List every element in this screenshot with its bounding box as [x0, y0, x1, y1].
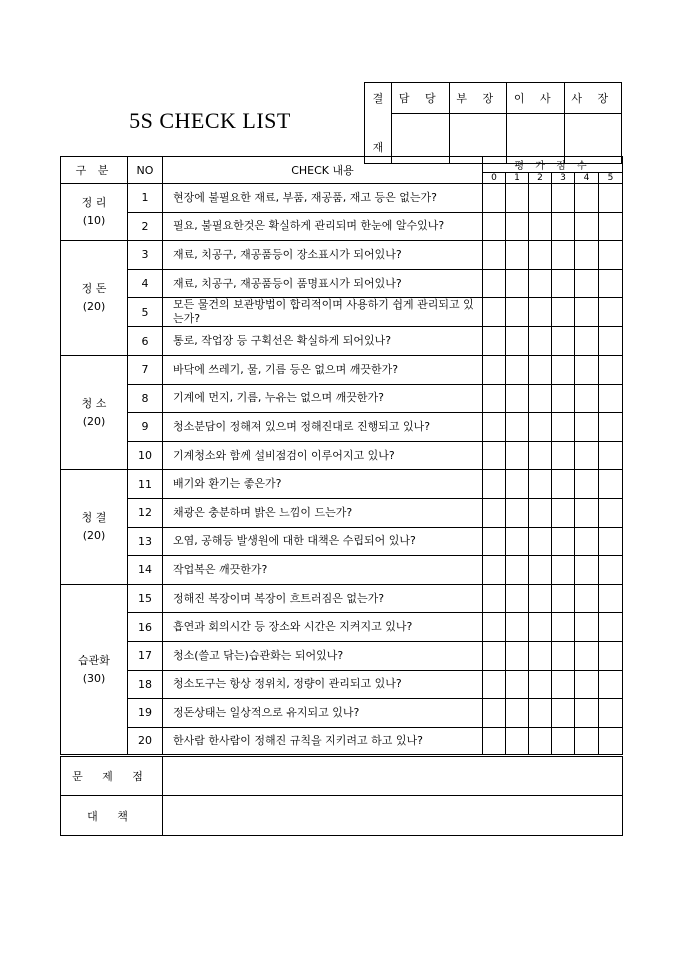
score-cell[interactable] [575, 527, 599, 556]
score-cell[interactable] [575, 384, 599, 413]
score-cell[interactable] [552, 470, 575, 499]
score-cell[interactable] [506, 355, 529, 384]
approval-col-president: 사 장 [564, 83, 622, 114]
category-name: 정 돈 [81, 282, 107, 296]
score-cell[interactable] [529, 584, 552, 613]
score-cell[interactable] [552, 498, 575, 527]
score-cell[interactable] [575, 241, 599, 270]
score-cell[interactable] [599, 212, 623, 241]
score-cell[interactable] [529, 613, 552, 642]
approval-col-manager: 담 당 [392, 83, 450, 114]
score-cell[interactable] [575, 727, 599, 756]
score-cell[interactable] [599, 498, 623, 527]
score-cell[interactable] [506, 641, 529, 670]
score-cell[interactable] [575, 441, 599, 470]
score-cell[interactable] [552, 327, 575, 356]
score-cell[interactable] [529, 727, 552, 756]
checklist-row [61, 184, 623, 213]
score-cell[interactable] [599, 441, 623, 470]
item-text: 청소분담이 정해져 있으며 정해진대로 진행되고 있나? [163, 413, 483, 442]
score-cell[interactable] [483, 584, 506, 613]
score-cell[interactable] [529, 327, 552, 356]
item-number: 3 [128, 241, 163, 270]
score-cell[interactable] [575, 184, 599, 213]
category-name: 정 리 [81, 196, 107, 210]
score-cell[interactable] [506, 184, 529, 213]
score-cell[interactable] [575, 584, 599, 613]
item-number: 19 [128, 699, 163, 728]
item-text: 한사람 한사람이 정해진 규칙을 지키려고 하고 있나? [163, 727, 483, 756]
item-number: 11 [128, 470, 163, 499]
category-cell [61, 184, 128, 241]
item-number: 6 [128, 327, 163, 356]
score-cell[interactable] [599, 699, 623, 728]
score-cell[interactable] [552, 184, 575, 213]
score-cell[interactable] [483, 527, 506, 556]
score-cell[interactable] [483, 727, 506, 756]
item-text: 채광은 충분하며 밝은 느낌이 드는가? [163, 498, 483, 527]
checklist-row [61, 498, 623, 527]
score-cell[interactable] [483, 384, 506, 413]
measures-label: 대 책 [61, 796, 163, 836]
score-cell[interactable] [529, 441, 552, 470]
score-cell[interactable] [552, 384, 575, 413]
score-cell[interactable] [483, 470, 506, 499]
score-cell[interactable] [599, 241, 623, 270]
item-number: 1 [128, 184, 163, 213]
score-cell[interactable] [506, 384, 529, 413]
item-number: 5 [128, 298, 163, 327]
problems-label: 문 제 점 [61, 756, 163, 796]
item-text: 모든 물건의 보관방법이 합리적이며 사용하기 쉽게 관리되고 있는가? [163, 298, 483, 327]
score-cell[interactable] [483, 184, 506, 213]
score-cell[interactable] [506, 727, 529, 756]
score-cell[interactable] [506, 269, 529, 298]
problems-field[interactable] [163, 756, 623, 796]
category-points: (30) [82, 671, 106, 685]
score-level: 3 [552, 173, 575, 184]
item-number: 14 [128, 556, 163, 585]
score-cell[interactable] [575, 613, 599, 642]
score-cell[interactable] [599, 613, 623, 642]
score-cell[interactable] [599, 641, 623, 670]
score-cell[interactable] [506, 413, 529, 442]
category-cell [61, 584, 128, 756]
item-number: 13 [128, 527, 163, 556]
score-cell[interactable] [552, 727, 575, 756]
score-cell[interactable] [552, 355, 575, 384]
score-cell[interactable] [483, 327, 506, 356]
score-cell[interactable] [599, 384, 623, 413]
score-cell[interactable] [599, 556, 623, 585]
item-text: 재료, 치공구, 재공품등이 품명표시가 되어있나? [163, 269, 483, 298]
score-cell[interactable] [552, 584, 575, 613]
score-cell[interactable] [483, 498, 506, 527]
score-cell[interactable] [506, 670, 529, 699]
score-cell[interactable] [529, 355, 552, 384]
score-cell[interactable] [599, 184, 623, 213]
score-cell[interactable] [529, 413, 552, 442]
score-cell[interactable] [529, 241, 552, 270]
footer-row [61, 756, 623, 796]
score-cell[interactable] [575, 699, 599, 728]
score-cell[interactable] [506, 298, 529, 327]
score-cell[interactable] [575, 413, 599, 442]
score-cell[interactable] [483, 212, 506, 241]
category-points: (20) [82, 529, 106, 543]
score-cell[interactable] [599, 670, 623, 699]
score-cell[interactable] [599, 727, 623, 756]
score-cell[interactable] [483, 670, 506, 699]
score-cell[interactable] [575, 212, 599, 241]
item-number: 10 [128, 441, 163, 470]
item-text: 청소도구는 항상 정위치, 정량이 관리되고 있나? [163, 670, 483, 699]
score-cell[interactable] [575, 269, 599, 298]
checklist-row [61, 699, 623, 728]
category-name: 청 결 [81, 511, 107, 525]
item-number: 15 [128, 584, 163, 613]
score-level: 2 [529, 173, 552, 184]
category-cell [61, 355, 128, 469]
score-level: 1 [506, 173, 529, 184]
score-cell[interactable] [506, 241, 529, 270]
checklist-row [61, 527, 623, 556]
approval-col-director: 부 장 [449, 83, 507, 114]
score-cell[interactable] [552, 556, 575, 585]
score-cell[interactable] [552, 699, 575, 728]
item-number: 17 [128, 641, 163, 670]
header-content: CHECK 내용 [163, 157, 483, 184]
item-number: 2 [128, 212, 163, 241]
category-points: (20) [82, 300, 106, 314]
approval-side-label: 결 [365, 83, 392, 114]
score-cell[interactable] [575, 355, 599, 384]
score-cell[interactable] [552, 527, 575, 556]
score-cell[interactable] [552, 269, 575, 298]
score-cell[interactable] [529, 670, 552, 699]
score-cell[interactable] [575, 298, 599, 327]
item-text: 재료, 치공구, 재공품등이 장소표시가 되어있나? [163, 241, 483, 270]
item-text: 배기와 환기는 좋은가? [163, 470, 483, 499]
score-cell[interactable] [529, 184, 552, 213]
score-cell[interactable] [506, 527, 529, 556]
score-cell[interactable] [483, 441, 506, 470]
score-cell[interactable] [529, 498, 552, 527]
score-cell[interactable] [529, 527, 552, 556]
footer-row [61, 796, 623, 836]
score-cell[interactable] [599, 584, 623, 613]
category-points: (10) [82, 214, 106, 228]
score-cell[interactable] [506, 498, 529, 527]
score-cell[interactable] [529, 384, 552, 413]
score-cell[interactable] [483, 613, 506, 642]
checklist-row [61, 641, 623, 670]
score-cell[interactable] [575, 556, 599, 585]
category-name: 청 소 [81, 396, 107, 410]
checklist-row [61, 584, 623, 613]
score-cell[interactable] [506, 441, 529, 470]
measures-field[interactable] [163, 796, 623, 836]
checklist-row [61, 269, 623, 298]
header-no: NO [128, 157, 163, 184]
score-cell[interactable] [529, 556, 552, 585]
item-text: 통로, 작업장 등 구획선은 확실하게 되어있나? [163, 327, 483, 356]
score-cell[interactable] [599, 470, 623, 499]
score-cell[interactable] [483, 241, 506, 270]
checklist-row [61, 613, 623, 642]
item-number: 12 [128, 498, 163, 527]
item-number: 18 [128, 670, 163, 699]
document-title: 5S CHECK LIST [129, 108, 291, 133]
score-cell[interactable] [483, 355, 506, 384]
score-cell[interactable] [529, 212, 552, 241]
score-cell[interactable] [529, 269, 552, 298]
score-cell[interactable] [529, 470, 552, 499]
item-text: 작업복은 깨끗한가? [163, 556, 483, 585]
approval-side-label-bottom: 재 [365, 113, 392, 163]
item-number: 7 [128, 355, 163, 384]
score-cell[interactable] [552, 212, 575, 241]
score-cell[interactable] [575, 498, 599, 527]
item-number: 20 [128, 727, 163, 756]
score-cell[interactable] [552, 670, 575, 699]
score-cell[interactable] [529, 641, 552, 670]
checklist-row [61, 384, 623, 413]
score-cell[interactable] [599, 269, 623, 298]
header-score: 평 가 점 수 [483, 157, 623, 173]
score-cell[interactable] [506, 613, 529, 642]
checklist-table [60, 156, 623, 836]
score-level: 0 [483, 173, 506, 184]
score-cell[interactable] [552, 241, 575, 270]
score-level: 4 [575, 173, 599, 184]
item-text: 청소(쓸고 닦는)습관화는 되어있나? [163, 641, 483, 670]
approval-box [364, 82, 622, 164]
checklist-row [61, 298, 623, 327]
category-name: 습관화 [78, 653, 110, 667]
item-text: 정해진 복장이며 복장이 흐트러짐은 없는가? [163, 584, 483, 613]
item-number: 4 [128, 269, 163, 298]
score-cell[interactable] [599, 355, 623, 384]
score-cell[interactable] [483, 298, 506, 327]
score-cell[interactable] [506, 327, 529, 356]
item-number: 9 [128, 413, 163, 442]
category-cell [61, 470, 128, 584]
item-text: 기계에 먼지, 기름, 누유는 없으며 깨끗한가? [163, 384, 483, 413]
score-cell[interactable] [599, 527, 623, 556]
score-cell[interactable] [506, 699, 529, 728]
score-cell[interactable] [552, 613, 575, 642]
checklist-row [61, 670, 623, 699]
score-cell[interactable] [552, 441, 575, 470]
item-text: 정돈상태는 일상적으로 유지되고 있나? [163, 699, 483, 728]
checklist-row [61, 413, 623, 442]
checklist-row [61, 241, 623, 270]
score-cell[interactable] [506, 470, 529, 499]
score-cell[interactable] [529, 298, 552, 327]
score-level: 5 [599, 173, 623, 184]
score-cell[interactable] [575, 641, 599, 670]
score-cell[interactable] [506, 212, 529, 241]
score-cell[interactable] [506, 584, 529, 613]
item-number: 16 [128, 613, 163, 642]
item-number: 8 [128, 384, 163, 413]
approval-col-executive: 이 사 [507, 83, 565, 114]
checklist-row [61, 441, 623, 470]
score-cell[interactable] [575, 670, 599, 699]
score-cell[interactable] [552, 413, 575, 442]
score-cell[interactable] [599, 413, 623, 442]
score-cell[interactable] [599, 298, 623, 327]
checklist-row [61, 556, 623, 585]
item-text: 필요, 불필요한것은 확실하게 관리되며 한눈에 알수있나? [163, 212, 483, 241]
checklist-row [61, 212, 623, 241]
item-text: 기계청소와 함께 설비점검이 이루어지고 있나? [163, 441, 483, 470]
score-cell[interactable] [483, 641, 506, 670]
score-cell[interactable] [599, 327, 623, 356]
score-cell[interactable] [483, 699, 506, 728]
checklist-row [61, 355, 623, 384]
score-cell[interactable] [483, 556, 506, 585]
score-cell[interactable] [483, 413, 506, 442]
score-cell[interactable] [506, 556, 529, 585]
item-text: 바닥에 쓰레기, 물, 기름 등은 없으며 깨끗한가? [163, 355, 483, 384]
score-cell[interactable] [575, 470, 599, 499]
checklist-row [61, 470, 623, 499]
category-points: (20) [82, 414, 106, 428]
score-cell[interactable] [552, 298, 575, 327]
checklist-row [61, 727, 623, 756]
category-cell [61, 241, 128, 356]
score-cell[interactable] [483, 269, 506, 298]
item-text: 오염, 공해등 발생원에 대한 대책은 수립되어 있나? [163, 527, 483, 556]
score-cell[interactable] [529, 699, 552, 728]
header-category: 구 분 [61, 157, 128, 184]
score-cell[interactable] [575, 327, 599, 356]
item-text: 흡연과 회의시간 등 장소와 시간은 지켜지고 있나? [163, 613, 483, 642]
item-text: 현장에 불필요한 재료, 부품, 재공품, 재고 등은 없는가? [163, 184, 483, 213]
checklist-row [61, 327, 623, 356]
score-cell[interactable] [552, 641, 575, 670]
